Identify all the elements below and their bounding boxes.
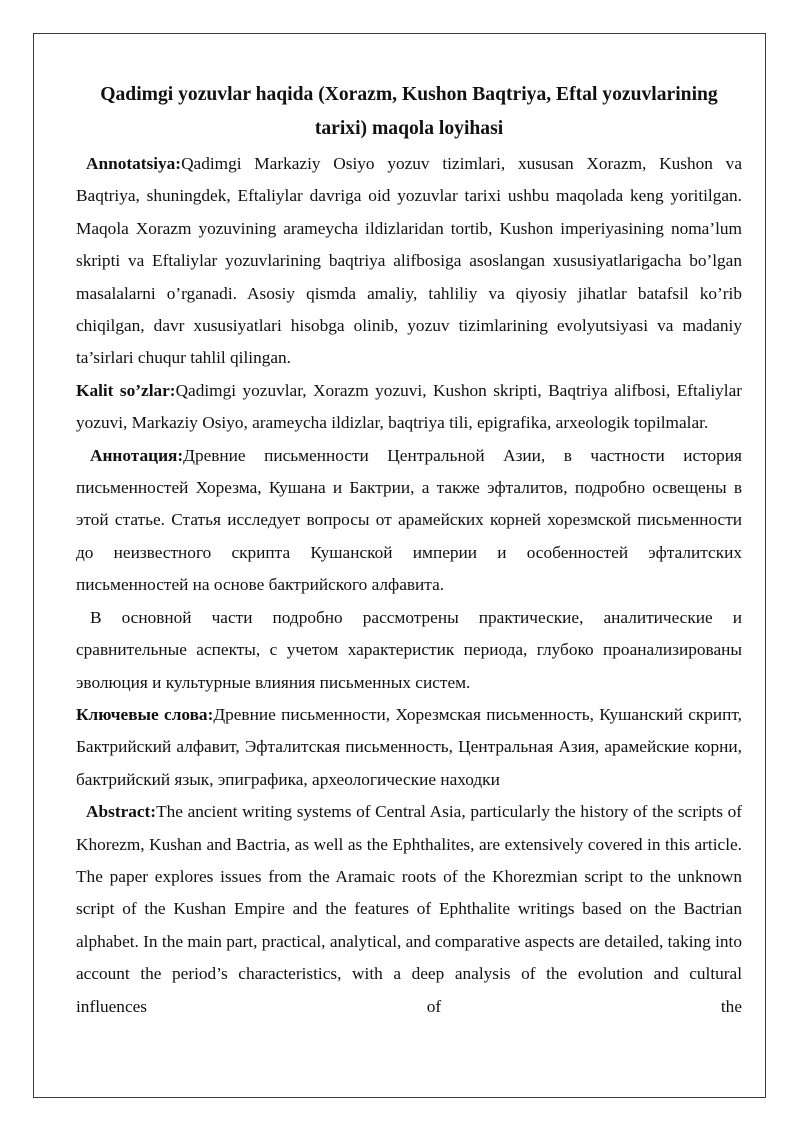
keywords-ru-label: Ключевые слова: — [76, 704, 214, 724]
annotation-uz-text: Qadimgi Markaziy Osiyo yozuv tizimlari, xususan Xorazm, Kushon va Baqtriya, shuningdek, Eftaliylar davriga oid yozuvlar tarixi ushbu maqolada keng yoritilgan. Maqola Xorazm yozuvining arameycha ildizlaridan tortib, Kushon imperiyasining noma’lum skripti va Eftaliylar yozuvlarining baqtriya alifbosiga asoslangan xususiyatlarigacha bo’lgan masalalarni o’rganadi. Asosiy qismda amaliy, tahliliy va qiyosiy jihatlar batafsil ko’rib chiqilgan, davr xususiyatlari hisobga olinib, yozuv tizimlarining evolyutsiyasi va madaniy ta’sirlari chuqur tahlil qilingan. — [76, 154, 742, 368]
keywords-uz-text: Qadimgi yozuvlar, Xorazm yozuvi, Kushon skripti, Baqtriya alifbosi, Eftaliylar yozuvi, Markaziy Osiyo, arameycha ildizlar, baqtriya tili, epigrafika, arxeologik topilmalar. — [76, 380, 742, 433]
annotation-ru-text: Древние письменности Центральной Азии, в частности история письменностей Хорезма, Кушана и Бактрии, а также эфталитов, подробно освещены в этой статье. Статья исследует вопросы от арамейских корней хорезмской письменности до неизвестного скрипта Кушанской империи и особенностей эфталитских письменностей на основе бактрийского алфавита. — [76, 445, 742, 595]
annotation-ru-paragraph — [76, 440, 742, 602]
keywords-ru-text: Древние письменности, Хорезмская письменность, Кушанский скрипт, Бактрийский алфавит, Эфталитская письменность, Центральная Азия, арамейские корни, бактрийский язык, эпиграфика, археологические находки — [76, 704, 743, 789]
keywords-uz-label: Kalit so’zlar: — [76, 380, 176, 400]
annotation-uz-paragraph — [76, 148, 742, 375]
keywords-ru-paragraph — [76, 699, 742, 796]
keywords-uz-paragraph — [76, 375, 742, 440]
annotation-ru-label: Аннотация: — [90, 445, 184, 465]
abstract-en-label: Abstract: — [86, 802, 157, 822]
abstract-en-text: The ancient writing systems of Central Asia, particularly the history of the scripts of Khorezm, Kushan and Bactria, as well as the Ephthalites, are extensively covered in this article. The paper explores issues from the Aramaic roots of the Khorezmian script to the unknown script of the Kushan Empire and the features of Ephthalite writings based on the Bactrian alphabet. In the main part, practical, analytical, and comparative aspects are detailed, taking into account the period’s characteristics, with a deep analysis of the evolution and cultural influences of the — [76, 802, 743, 1016]
abstract-en-paragraph — [76, 796, 742, 1023]
annotation-uz-label: Annotatsiya: — [86, 154, 182, 173]
document-body — [76, 78, 742, 1023]
annotation-ru-paragraph-2: В основной части подробно рассмотрены практические, аналитические и сравнительные аспекты, с учетом характеристик периода, глубоко проанализированы эволюция и культурные влияния письменных систем. — [76, 607, 742, 692]
article-title: Qadimgi yozuvlar haqida (Xorazm, Kushon Baqtriya, Eftal yozuvlarining tarixi) maqola loyihasi — [100, 84, 718, 139]
